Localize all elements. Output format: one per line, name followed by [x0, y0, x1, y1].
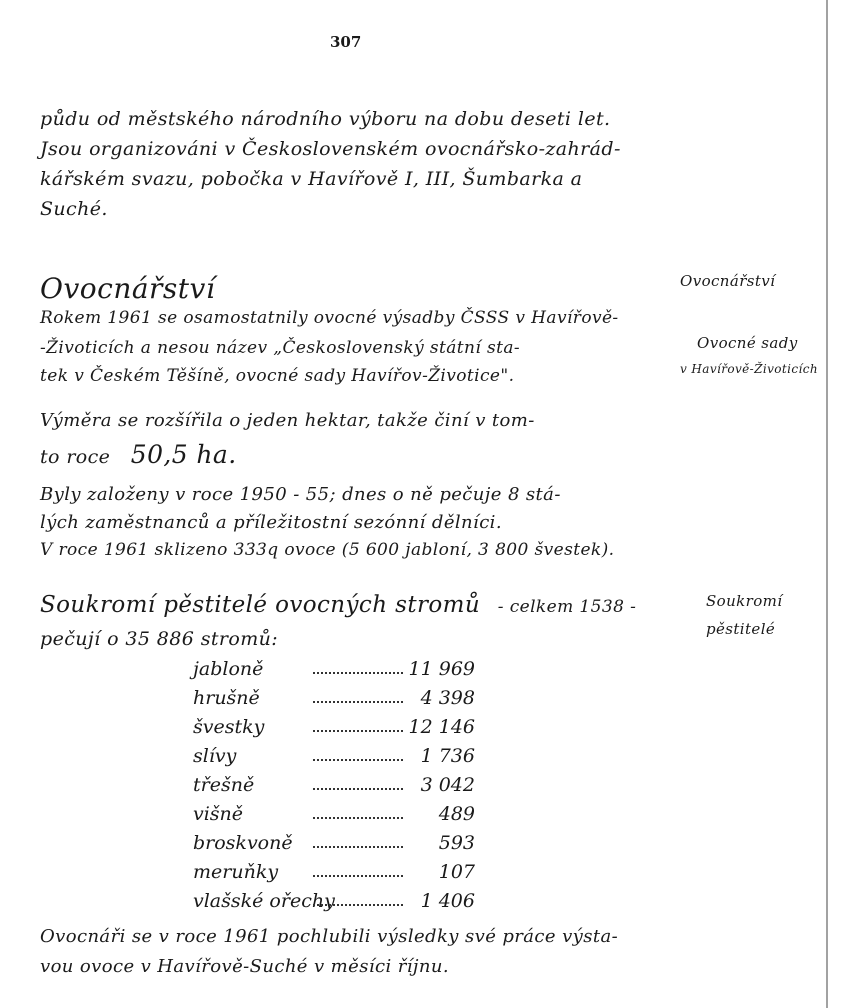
tree-count: 11 969: [408, 658, 475, 680]
tree-count: 3 042: [420, 774, 475, 796]
tree-name: meruňky: [193, 861, 279, 883]
private-growers-line-2: pečují o 35 886 stromů:: [40, 628, 279, 650]
orchards-line-3: tek v Českém Těšíně, ovocné sady Havířov-Životice".: [40, 366, 515, 386]
intro-line-2: Jsou organizováni v Československém ovocnářsko-zahrád-: [40, 138, 621, 160]
side-note-orchards-2: v Havířově-Životicích: [680, 362, 818, 376]
closing-line-2: vou ovoce v Havířově-Suché v měsíci říjnu.: [40, 956, 449, 977]
area-line-1: Výměra se rozšířila o jeden hektar, takže činí v tom-: [40, 410, 535, 431]
tree-count: 4 398: [420, 687, 475, 709]
tree-count: 593: [438, 832, 475, 854]
side-note-orchards-1: Ovocné sady: [697, 334, 798, 352]
tree-row: [193, 745, 483, 775]
tree-count: 489: [438, 803, 475, 825]
side-note-growers-1: Soukromí: [706, 592, 783, 610]
tree-count: 107: [438, 861, 475, 883]
tree-name: višně: [193, 803, 244, 825]
leader-dots: [313, 817, 403, 819]
leader-dots: [313, 759, 403, 761]
founded-line-2: lých zaměstnanců a příležitostní sezónní dělníci.: [40, 512, 502, 533]
tree-row: [193, 861, 483, 891]
leader-dots: [313, 846, 403, 848]
area-line-2: [40, 440, 237, 469]
tree-count: 1 736: [420, 745, 475, 767]
tree-name: švestky: [193, 716, 265, 738]
tree-count: 1 406: [420, 890, 475, 912]
tree-count: 12 146: [408, 716, 475, 738]
leader-dots: [313, 672, 403, 674]
tree-name: jabloně: [193, 658, 264, 680]
section-heading-orchards: Ovocnářství: [40, 272, 216, 305]
intro-line-4: Suché.: [40, 198, 108, 220]
tree-row: [193, 687, 483, 717]
page-edge-line: [826, 0, 828, 1008]
tree-name: třešně: [193, 774, 255, 796]
tree-name: vlašské ořechy: [193, 890, 335, 912]
tree-name: hrušně: [193, 687, 260, 709]
tree-row: [193, 832, 483, 862]
intro-line-1: půdu od městského národního výboru na dobu deseti let.: [40, 108, 611, 130]
founded-line-1: Byly založeny v roce 1950 - 55; dnes o ně pečuje 8 stá-: [40, 484, 561, 505]
tree-row: [193, 803, 483, 833]
leader-dots: [313, 701, 403, 703]
orchards-line-1: Rokem 1961 se osamostatnily ovocné výsadby ČSSS v Havířově-: [40, 308, 619, 328]
orchards-line-2: -Životicích a nesou název „Československý státní sta-: [40, 338, 521, 358]
closing-line-1: Ovocnáři se v roce 1961 pochlubili výsledky své práce výsta-: [40, 926, 619, 947]
page-number: 307: [330, 33, 362, 51]
tree-row: [193, 774, 483, 804]
tree-row: [193, 890, 483, 920]
area-line-2-prefix: to roce: [40, 446, 111, 468]
leader-dots: [313, 875, 403, 877]
side-note-growers-2: pěstitelé: [706, 620, 776, 638]
tree-row: [193, 658, 483, 688]
leader-dots: [313, 904, 403, 906]
intro-line-3: kářském svazu, pobočka v Havířově I, III, Šumbarka a: [40, 168, 583, 190]
private-growers-title: Soukromí pěstitelé ovocných stromů: [40, 592, 481, 618]
area-value: 50,5 ha.: [130, 440, 237, 469]
side-heading-orchards: Ovocnářství: [680, 272, 776, 290]
leader-dots: [313, 730, 403, 732]
tree-name: broskvoně: [193, 832, 293, 854]
private-growers-total: - celkem 1538 -: [497, 597, 637, 617]
tree-name: slívy: [193, 745, 237, 767]
private-growers-heading: [40, 592, 636, 618]
leader-dots: [313, 788, 403, 790]
founded-line-3: V roce 1961 sklizeno 333q ovoce (5 600 jabloní, 3 800 švestek).: [40, 540, 615, 560]
tree-row: [193, 716, 483, 746]
